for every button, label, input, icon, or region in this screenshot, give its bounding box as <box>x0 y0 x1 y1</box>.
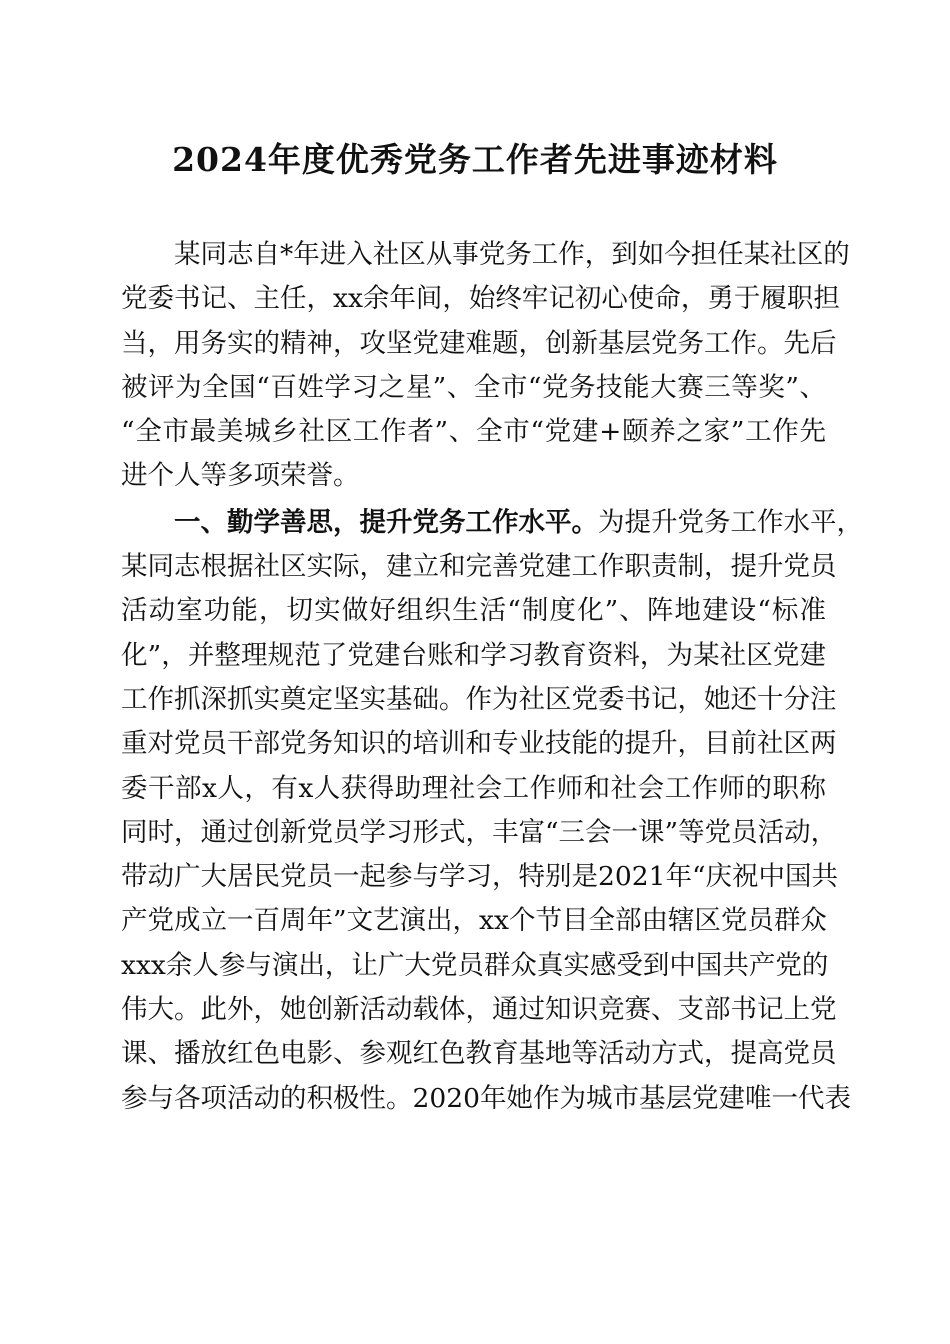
paragraph-section-1 <box>121 501 863 1121</box>
text-line: 同时，通过创新党员学习形式，丰富“三会一课”等党员活动， <box>121 816 838 848</box>
text-line: 化”，并整理规范了党建台账和学习教育资料，为某社区党建 <box>121 639 826 671</box>
text-line: 带动广大居民党员一起参与学习，特别是2021年“庆祝中国共 <box>121 861 838 893</box>
text-line <box>121 501 863 545</box>
text-line: 委干部x人，有x人获得助理社会工作师和社会工作师的职称 <box>121 772 826 804</box>
document-title: 2024年度优秀党务工作者先进事迹材料 <box>172 140 778 179</box>
text-line: 参与各项活动的积极性。2020年她作为城市基层党建唯一代表 <box>121 1082 851 1114</box>
text-line: “全市最美城乡社区工作者”、全市“党建+颐养之家”工作先 <box>121 416 826 448</box>
text-line: 当，用务实的精神，攻坚党建难题，创新基层党务工作。先后 <box>121 327 837 359</box>
text-line: 某同志根据社区实际，建立和完善党建工作职责制，提升党员 <box>121 551 837 583</box>
text-line: 被评为全国“百姓学习之星”、全市“党务技能大赛三等奖”、 <box>121 371 826 403</box>
text-line: 党委书记、主任，xx余年间，始终牢记初心使命，勇于履职担 <box>121 283 840 315</box>
text-line: 课、播放红色电影、参观红色教育基地等活动方式，提高党员 <box>121 1038 837 1070</box>
text-line: 某同志自*年进入社区从事党务工作，到如今担任某社区的 <box>174 239 850 270</box>
document-body <box>121 233 863 1121</box>
text-line: 工作抓深抓实奠定坚实基础。作为社区党委书记，她还十分注 <box>121 683 837 715</box>
paragraph-intro <box>121 233 850 499</box>
text-line: 重对党员干部党务知识的培训和专业技能的提升，目前社区两 <box>121 728 837 760</box>
text-run: 为提升党务工作水平， <box>598 506 863 538</box>
section-heading: 一、勤学善思，提升党务工作水平。 <box>174 506 598 538</box>
text-line: 活动室功能，切实做好组织生活“制度化”、阵地建设“标准 <box>121 595 826 627</box>
text-line: 伟大。此外，她创新活动载体，通过知识竞赛、支部书记上党 <box>121 994 837 1026</box>
text-line: xxx余人参与演出，让广大党员群众真实感受到中国共产党的 <box>121 949 829 981</box>
text-line: 进个人等多项荣誉。 <box>121 460 360 492</box>
text-line: 产党成立一百周年”文艺演出，xx个节目全部由辖区党员群众 <box>121 905 827 937</box>
